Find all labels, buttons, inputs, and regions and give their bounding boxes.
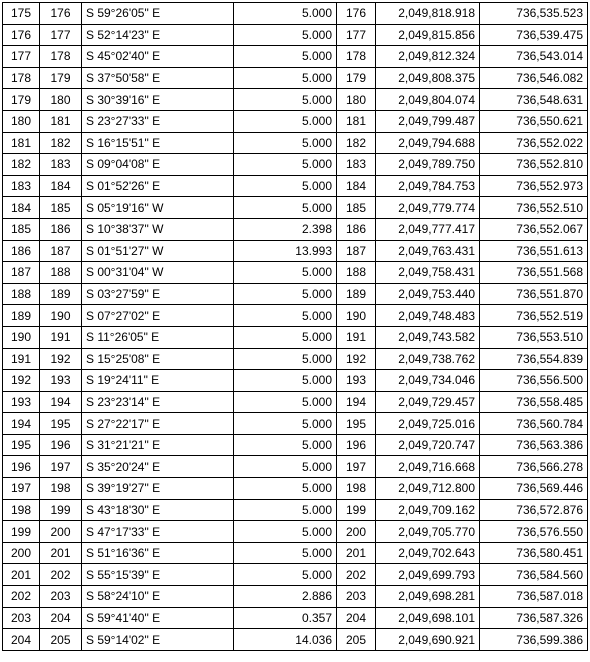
distance-cell: 5.000 [234,67,337,89]
table-row [3,478,588,500]
station-from-cell: 183 [3,175,40,197]
distance-cell: 5.000 [234,3,337,25]
survey-table-container [2,2,587,651]
table-row [3,370,588,392]
distance-cell: 2.398 [234,218,337,240]
bearing-cell: S 01°51'27" W [82,240,234,262]
coordinate-x-cell: 736,576.550 [480,521,588,543]
table-row [3,132,588,154]
coordinate-y-cell: 2,049,753.440 [376,283,480,305]
station-to-cell: 178 [40,46,82,68]
coordinate-x-cell: 736,546.082 [480,67,588,89]
bearing-cell: S 52°14'23" E [82,24,234,46]
station-to-cell: 181 [40,110,82,132]
table-row [3,629,588,651]
vertex-cell: 189 [337,283,376,305]
station-to-cell: 195 [40,413,82,435]
bearing-cell: S 11°26'05" E [82,326,234,348]
station-to-cell: 183 [40,154,82,176]
station-from-cell: 184 [3,197,40,219]
station-from-cell: 195 [3,434,40,456]
bearing-cell: S 59°14'02" E [82,629,234,651]
distance-cell: 5.000 [234,370,337,392]
station-from-cell: 197 [3,478,40,500]
table-row [3,586,588,608]
coordinate-y-cell: 2,049,815.856 [376,24,480,46]
vertex-cell: 190 [337,305,376,327]
vertex-cell: 188 [337,262,376,284]
vertex-cell: 192 [337,348,376,370]
station-to-cell: 193 [40,370,82,392]
bearing-cell: S 27°22'17" E [82,413,234,435]
bearing-cell: S 19°24'11" E [82,370,234,392]
station-to-cell: 194 [40,391,82,413]
table-row [3,607,588,629]
coordinate-y-cell: 2,049,734.046 [376,370,480,392]
coordinate-y-cell: 2,049,804.074 [376,89,480,111]
coordinate-y-cell: 2,049,729.457 [376,391,480,413]
coordinate-x-cell: 736,535.523 [480,3,588,25]
station-to-cell: 196 [40,434,82,456]
coordinate-y-cell: 2,049,763.431 [376,240,480,262]
vertex-cell: 195 [337,413,376,435]
coordinate-y-cell: 2,049,705.770 [376,521,480,543]
coordinate-y-cell: 2,049,690.921 [376,629,480,651]
bearing-cell: S 43°18'30" E [82,499,234,521]
coordinate-y-cell: 2,049,808.375 [376,67,480,89]
coordinate-x-cell: 736,539.475 [480,24,588,46]
station-from-cell: 190 [3,326,40,348]
vertex-cell: 193 [337,370,376,392]
bearing-cell: S 51°16'36" E [82,542,234,564]
coordinate-x-cell: 736,587.326 [480,607,588,629]
vertex-cell: 176 [337,3,376,25]
station-to-cell: 188 [40,262,82,284]
bearing-cell: S 35°20'24" E [82,456,234,478]
bearing-cell: S 01°52'26" E [82,175,234,197]
station-to-cell: 176 [40,3,82,25]
distance-cell: 5.000 [234,542,337,564]
bearing-cell: S 09°04'08" E [82,154,234,176]
coordinate-x-cell: 736,552.519 [480,305,588,327]
bearing-cell: S 05°19'16" W [82,197,234,219]
station-from-cell: 201 [3,564,40,586]
station-to-cell: 192 [40,348,82,370]
distance-cell: 5.000 [234,326,337,348]
table-row [3,326,588,348]
station-to-cell: 184 [40,175,82,197]
station-to-cell: 197 [40,456,82,478]
station-to-cell: 179 [40,67,82,89]
station-to-cell: 201 [40,542,82,564]
station-to-cell: 180 [40,89,82,111]
vertex-cell: 204 [337,607,376,629]
distance-cell: 5.000 [234,499,337,521]
coordinate-y-cell: 2,049,784.753 [376,175,480,197]
coordinate-y-cell: 2,049,725.016 [376,413,480,435]
coordinate-y-cell: 2,049,799.487 [376,110,480,132]
station-from-cell: 177 [3,46,40,68]
station-to-cell: 200 [40,521,82,543]
table-row [3,218,588,240]
station-from-cell: 191 [3,348,40,370]
coordinate-y-cell: 2,049,743.582 [376,326,480,348]
coordinate-y-cell: 2,049,748.483 [376,305,480,327]
station-to-cell: 185 [40,197,82,219]
table-row [3,110,588,132]
vertex-cell: 191 [337,326,376,348]
station-from-cell: 175 [3,3,40,25]
table-row [3,542,588,564]
distance-cell: 2.886 [234,586,337,608]
table-row [3,175,588,197]
distance-cell: 5.000 [234,456,337,478]
bearing-cell: S 23°27'33" E [82,110,234,132]
coordinate-y-cell: 2,049,698.281 [376,586,480,608]
vertex-cell: 194 [337,391,376,413]
station-from-cell: 188 [3,283,40,305]
table-row [3,240,588,262]
vertex-cell: 181 [337,110,376,132]
vertex-cell: 201 [337,542,376,564]
coordinate-x-cell: 736,554.839 [480,348,588,370]
coordinate-x-cell: 736,560.784 [480,413,588,435]
bearing-cell: S 00°31'04" W [82,262,234,284]
vertex-cell: 198 [337,478,376,500]
bearing-cell: S 31°21'21" E [82,434,234,456]
bearing-cell: S 03°27'59" E [82,283,234,305]
distance-cell: 5.000 [234,348,337,370]
distance-cell: 5.000 [234,521,337,543]
table-row [3,154,588,176]
table-row [3,564,588,586]
coordinate-y-cell: 2,049,789.750 [376,154,480,176]
station-to-cell: 189 [40,283,82,305]
station-from-cell: 176 [3,24,40,46]
vertex-cell: 196 [337,434,376,456]
station-from-cell: 193 [3,391,40,413]
table-row [3,499,588,521]
vertex-cell: 178 [337,46,376,68]
station-to-cell: 186 [40,218,82,240]
vertex-cell: 200 [337,521,376,543]
distance-cell: 5.000 [234,305,337,327]
station-to-cell: 198 [40,478,82,500]
coordinate-x-cell: 736,563.386 [480,434,588,456]
station-from-cell: 192 [3,370,40,392]
table-row [3,434,588,456]
bearing-cell: S 59°41'40" E [82,607,234,629]
station-from-cell: 178 [3,67,40,89]
station-from-cell: 180 [3,110,40,132]
vertex-cell: 203 [337,586,376,608]
station-to-cell: 204 [40,607,82,629]
coordinate-x-cell: 736,599.386 [480,629,588,651]
vertex-cell: 205 [337,629,376,651]
table-row [3,348,588,370]
bearing-cell: S 47°17'33" E [82,521,234,543]
vertex-cell: 185 [337,197,376,219]
vertex-cell: 180 [337,89,376,111]
bearing-cell: S 23°23'14" E [82,391,234,413]
table-row [3,305,588,327]
station-from-cell: 187 [3,262,40,284]
distance-cell: 5.000 [234,413,337,435]
coordinate-y-cell: 2,049,812.324 [376,46,480,68]
station-to-cell: 202 [40,564,82,586]
table-row [3,24,588,46]
station-to-cell: 182 [40,132,82,154]
coordinate-x-cell: 736,551.568 [480,262,588,284]
distance-cell: 5.000 [234,89,337,111]
distance-cell: 5.000 [234,110,337,132]
coordinate-x-cell: 736,552.810 [480,154,588,176]
distance-cell: 0.357 [234,607,337,629]
station-from-cell: 198 [3,499,40,521]
coordinate-y-cell: 2,049,698.101 [376,607,480,629]
coordinate-x-cell: 736,566.278 [480,456,588,478]
coordinate-x-cell: 736,552.022 [480,132,588,154]
station-from-cell: 189 [3,305,40,327]
coordinate-x-cell: 736,552.973 [480,175,588,197]
vertex-cell: 182 [337,132,376,154]
vertex-cell: 184 [337,175,376,197]
station-from-cell: 200 [3,542,40,564]
bearing-cell: S 55°15'39" E [82,564,234,586]
vertex-cell: 197 [337,456,376,478]
coordinate-x-cell: 736,569.446 [480,478,588,500]
bearing-cell: S 45°02'40" E [82,46,234,68]
station-from-cell: 202 [3,586,40,608]
station-to-cell: 205 [40,629,82,651]
coordinate-y-cell: 2,049,794.688 [376,132,480,154]
coordinate-x-cell: 736,553.510 [480,326,588,348]
station-from-cell: 185 [3,218,40,240]
table-body [3,3,588,651]
coordinate-x-cell: 736,587.018 [480,586,588,608]
station-from-cell: 181 [3,132,40,154]
distance-cell: 5.000 [234,197,337,219]
table-row [3,3,588,25]
coordinate-x-cell: 736,551.613 [480,240,588,262]
coordinate-x-cell: 736,548.631 [480,89,588,111]
distance-cell: 5.000 [234,283,337,305]
coordinate-y-cell: 2,049,702.643 [376,542,480,564]
station-from-cell: 204 [3,629,40,651]
vertex-cell: 179 [337,67,376,89]
station-to-cell: 191 [40,326,82,348]
coordinate-x-cell: 736,552.510 [480,197,588,219]
vertex-cell: 202 [337,564,376,586]
distance-cell: 13.993 [234,240,337,262]
bearing-cell: S 07°27'02" E [82,305,234,327]
coordinate-x-cell: 736,580.451 [480,542,588,564]
coordinate-y-cell: 2,049,779.774 [376,197,480,219]
coordinate-y-cell: 2,049,818.918 [376,3,480,25]
table-row [3,283,588,305]
table-row [3,67,588,89]
distance-cell: 5.000 [234,391,337,413]
coordinate-y-cell: 2,049,709.162 [376,499,480,521]
coordinate-x-cell: 736,543.014 [480,46,588,68]
bearing-cell: S 15°25'08" E [82,348,234,370]
coordinate-x-cell: 736,551.870 [480,283,588,305]
vertex-cell: 183 [337,154,376,176]
vertex-cell: 187 [337,240,376,262]
station-to-cell: 190 [40,305,82,327]
bearing-cell: S 39°19'27" E [82,478,234,500]
coordinate-x-cell: 736,558.485 [480,391,588,413]
distance-cell: 14.036 [234,629,337,651]
coordinate-y-cell: 2,049,712.800 [376,478,480,500]
survey-coordinates-table [2,2,588,651]
distance-cell: 5.000 [234,434,337,456]
coordinate-y-cell: 2,049,777.417 [376,218,480,240]
coordinate-x-cell: 736,584.560 [480,564,588,586]
coordinate-y-cell: 2,049,758.431 [376,262,480,284]
distance-cell: 5.000 [234,478,337,500]
bearing-cell: S 59°26'05" E [82,3,234,25]
coordinate-y-cell: 2,049,716.668 [376,456,480,478]
station-to-cell: 199 [40,499,82,521]
distance-cell: 5.000 [234,262,337,284]
bearing-cell: S 58°24'10" E [82,586,234,608]
station-to-cell: 203 [40,586,82,608]
table-row [3,456,588,478]
station-from-cell: 179 [3,89,40,111]
bearing-cell: S 37°50'58" E [82,67,234,89]
distance-cell: 5.000 [234,24,337,46]
coordinate-x-cell: 736,550.621 [480,110,588,132]
station-from-cell: 182 [3,154,40,176]
table-row [3,391,588,413]
table-row [3,46,588,68]
distance-cell: 5.000 [234,154,337,176]
table-row [3,197,588,219]
distance-cell: 5.000 [234,564,337,586]
vertex-cell: 186 [337,218,376,240]
station-from-cell: 199 [3,521,40,543]
vertex-cell: 199 [337,499,376,521]
station-from-cell: 194 [3,413,40,435]
coordinate-y-cell: 2,049,738.762 [376,348,480,370]
distance-cell: 5.000 [234,132,337,154]
table-row [3,262,588,284]
table-row [3,521,588,543]
distance-cell: 5.000 [234,46,337,68]
station-to-cell: 177 [40,24,82,46]
bearing-cell: S 30°39'16" E [82,89,234,111]
coordinate-x-cell: 736,556.500 [480,370,588,392]
distance-cell: 5.000 [234,175,337,197]
station-from-cell: 203 [3,607,40,629]
vertex-cell: 177 [337,24,376,46]
coordinate-x-cell: 736,572.876 [480,499,588,521]
table-row [3,413,588,435]
coordinate-y-cell: 2,049,699.793 [376,564,480,586]
coordinate-x-cell: 736,552.067 [480,218,588,240]
table-row [3,89,588,111]
station-from-cell: 196 [3,456,40,478]
station-from-cell: 186 [3,240,40,262]
station-to-cell: 187 [40,240,82,262]
bearing-cell: S 16°15'51" E [82,132,234,154]
coordinate-y-cell: 2,049,720.747 [376,434,480,456]
bearing-cell: S 10°38'37" W [82,218,234,240]
